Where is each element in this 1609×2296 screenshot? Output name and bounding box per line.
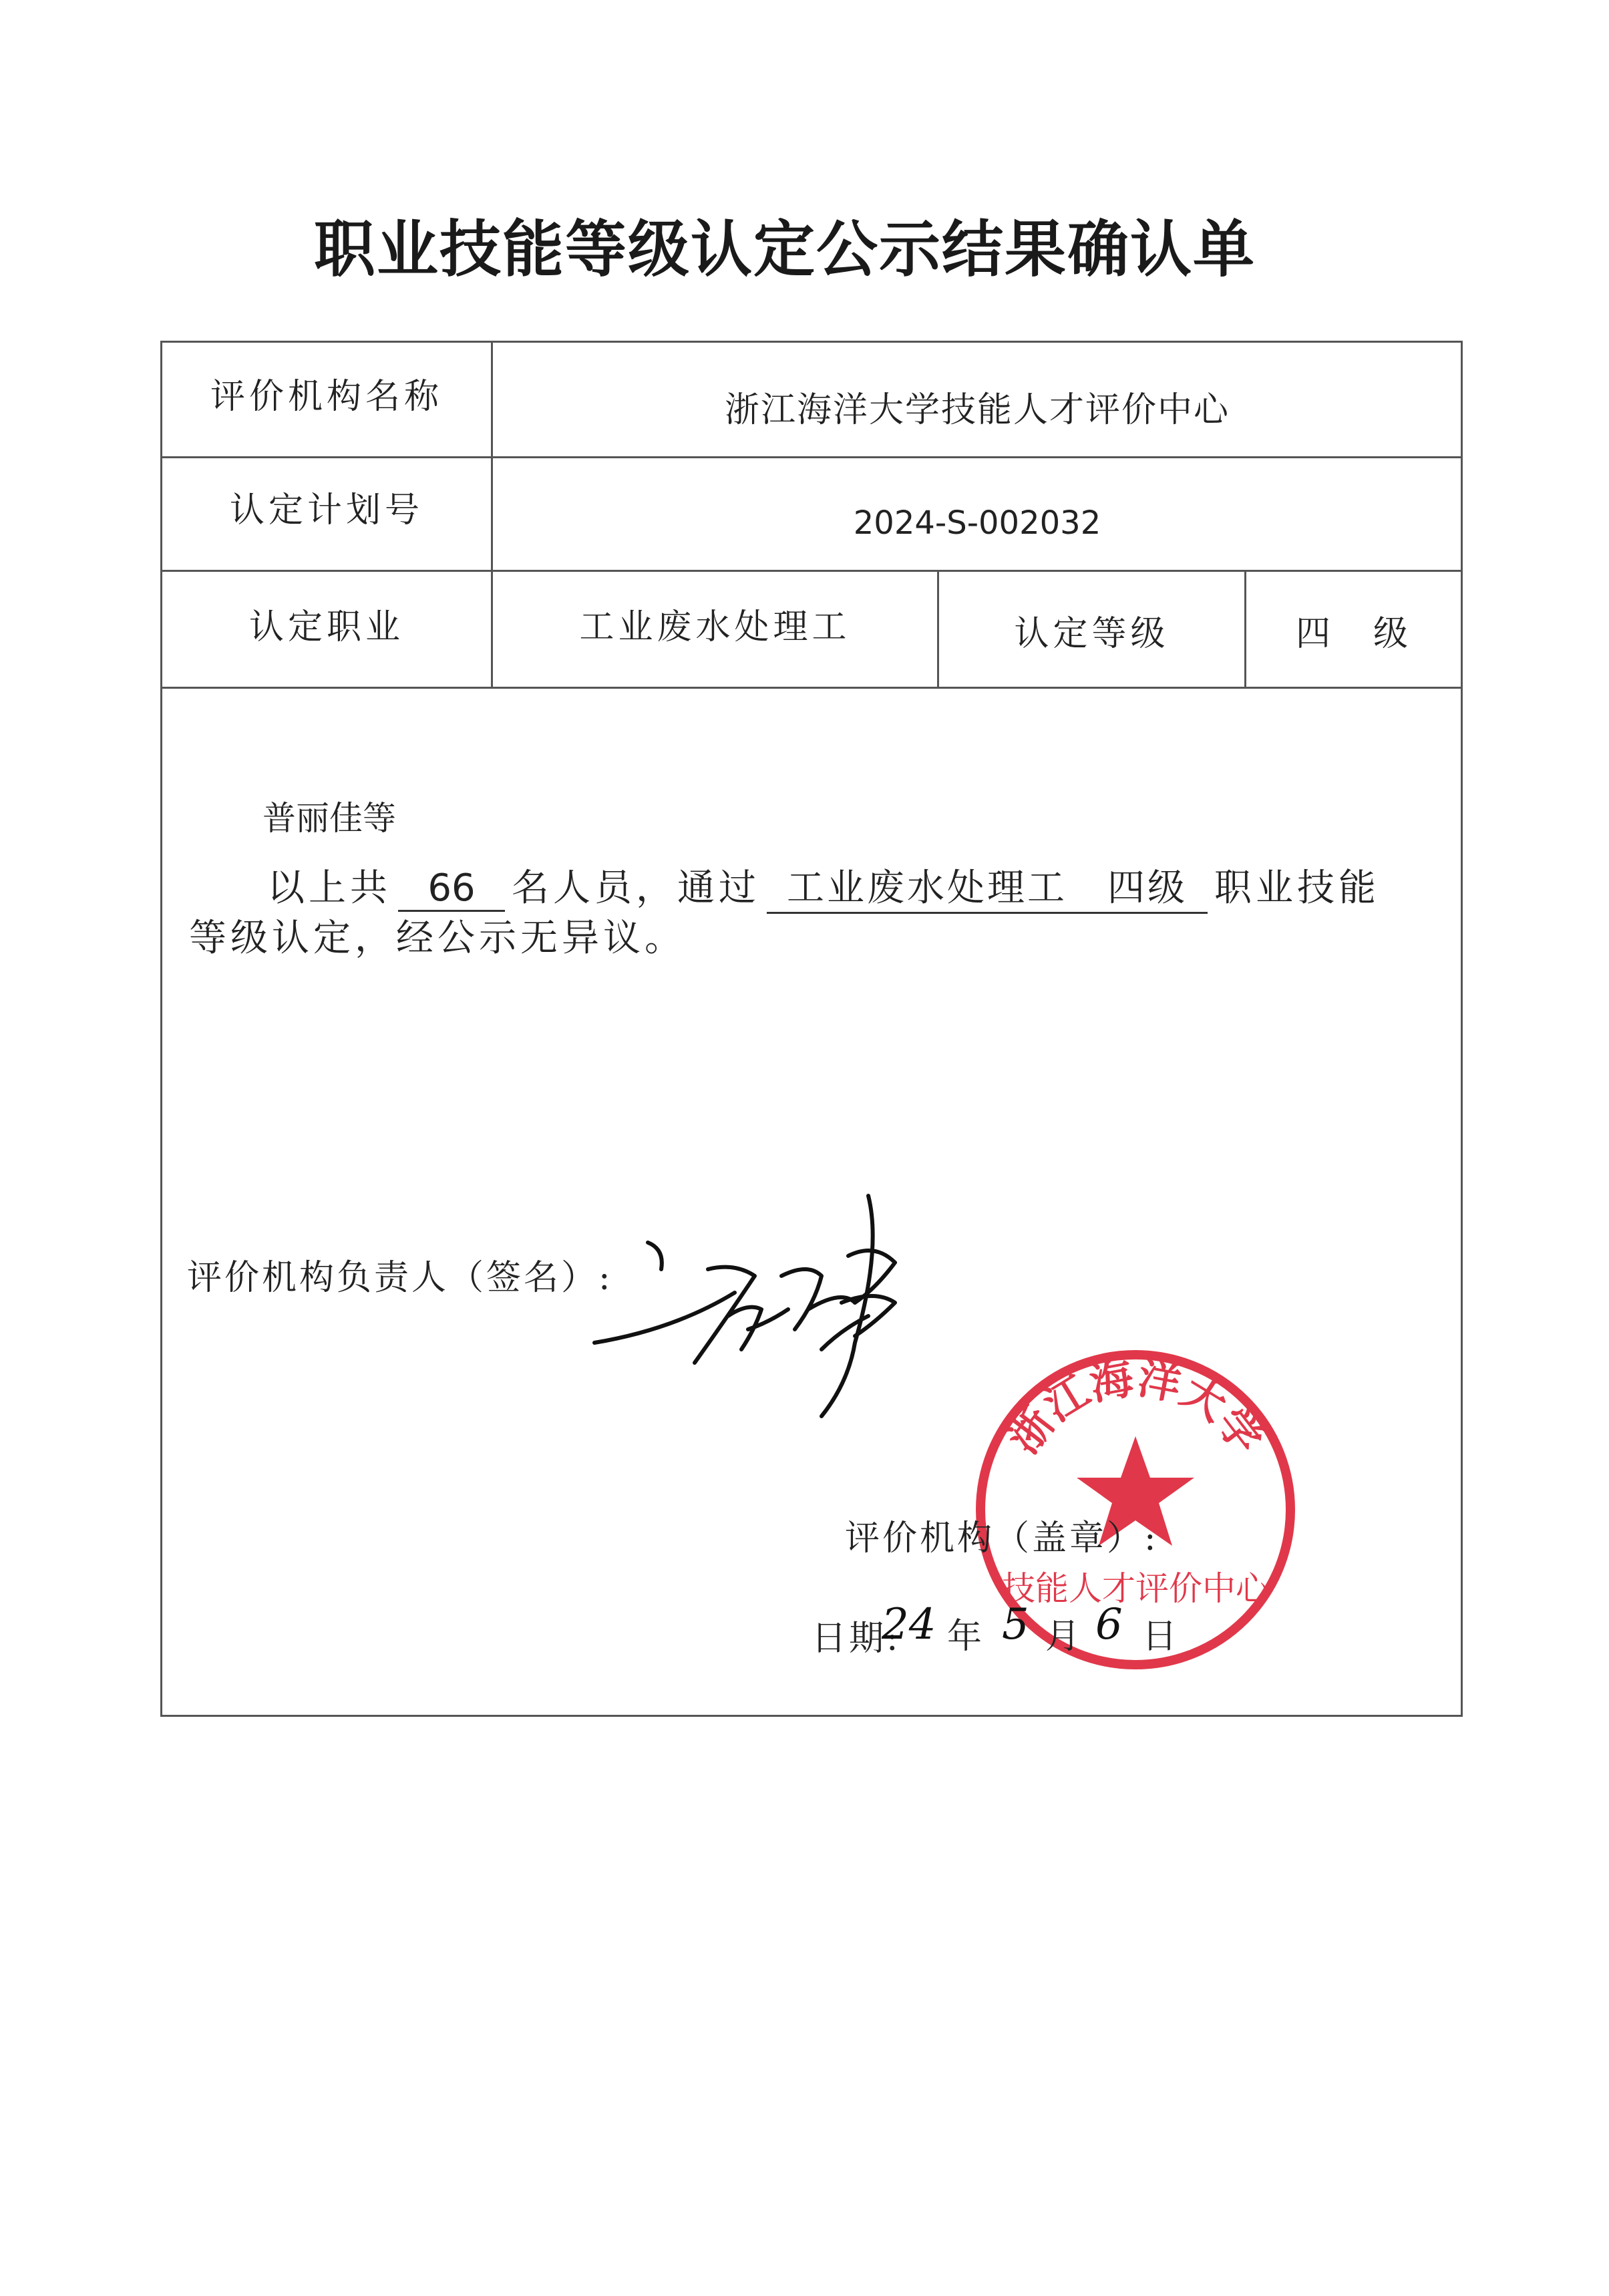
date-year-unit: 年 xyxy=(947,1617,982,1657)
seal-top-text: 浙江海洋大学 xyxy=(999,1353,1272,1464)
level-value: 四 级 xyxy=(1295,613,1412,654)
statement-line-1 xyxy=(267,858,1380,914)
date-field xyxy=(868,1600,1242,1680)
document-title: 职业技能等级认定公示结果确认单 xyxy=(313,214,1256,285)
date-month-unit: 月 xyxy=(1045,1617,1081,1657)
org-seal-label: 评价机构（盖章）: xyxy=(845,1518,1159,1559)
statement-line-2: 等级认定，经公示无异议。 xyxy=(189,917,686,960)
plan-number-label: 认定计划号 xyxy=(229,490,423,530)
row-divider-3 xyxy=(162,687,1461,689)
occupation-label: 认定职业 xyxy=(248,607,404,647)
date-year-handwritten: 24 xyxy=(882,1600,936,1649)
date-label: 日期: xyxy=(812,1619,901,1659)
job-and-level: 工业废水处理工 四级 xyxy=(767,858,1208,914)
handwritten-signature xyxy=(554,1176,928,1430)
seal-bottom-text: 技能人才评价中心 xyxy=(1002,1569,1269,1608)
date-day-handwritten: 6 xyxy=(1095,1600,1123,1649)
candidate-names: 普丽佳等 xyxy=(262,799,396,838)
occupation-value: 工业废水处理工 xyxy=(579,607,851,647)
org-name-label: 评价机构名称 xyxy=(210,376,443,417)
statement-mid: 名人员，通过 xyxy=(512,866,760,910)
signer-label: 评价机构负责人（签名）: xyxy=(187,1258,613,1298)
candidate-count: 66 xyxy=(398,866,505,912)
org-name-value: 浙江海洋大学技能人才评价中心 xyxy=(724,389,1230,430)
date-day-unit: 日 xyxy=(1142,1617,1178,1657)
plan-number-value: 2024-S-002032 xyxy=(853,504,1101,542)
statement-suffix: 职业技能 xyxy=(1214,866,1380,910)
statement-prefix: 以上共 xyxy=(267,866,391,910)
level-label: 认定等级 xyxy=(1014,613,1170,654)
date-month-handwritten: 5 xyxy=(1002,1600,1029,1649)
